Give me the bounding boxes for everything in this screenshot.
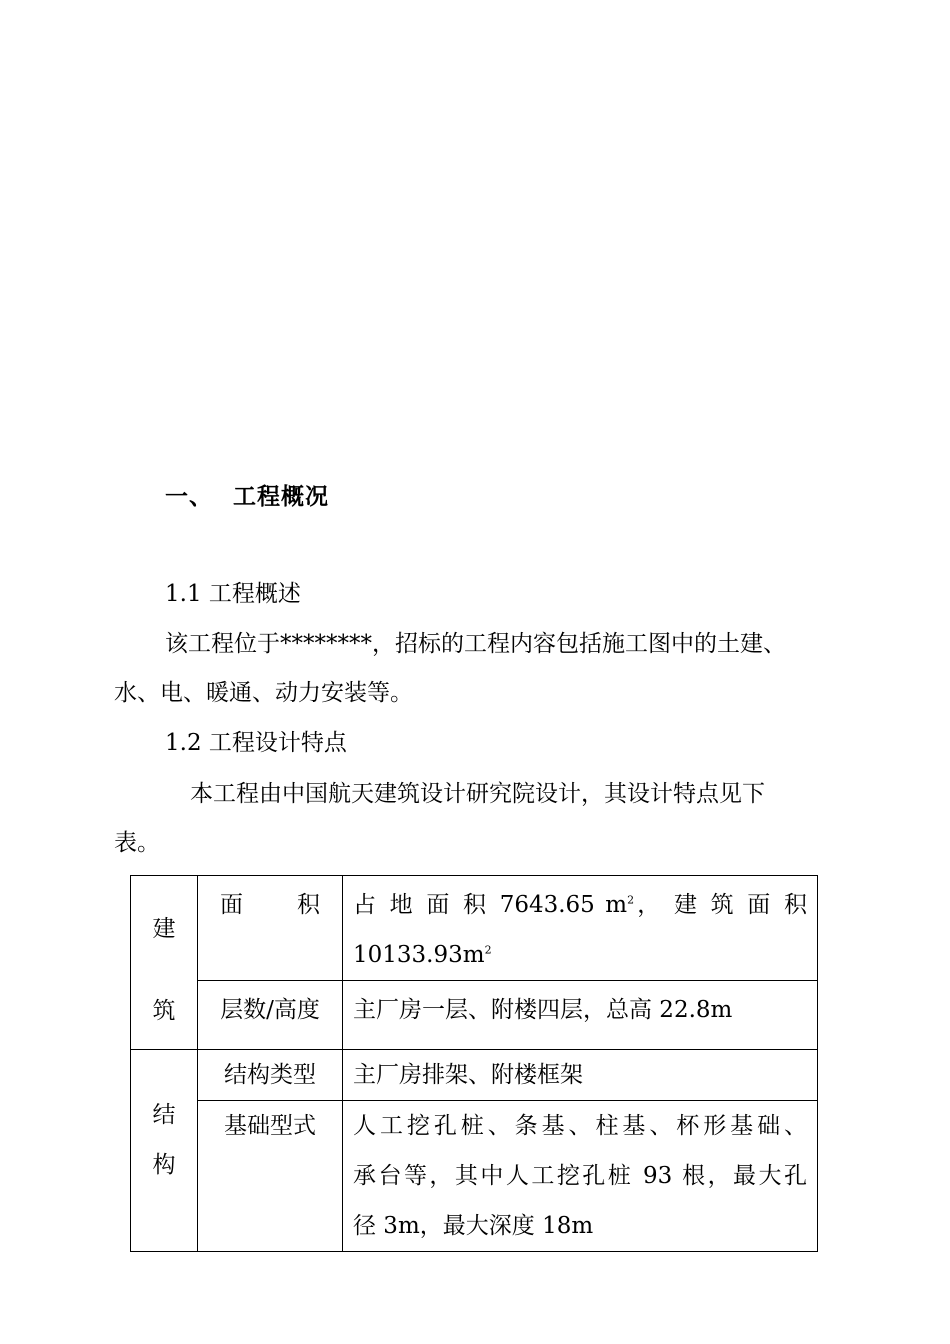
label-text: 结构类型 — [224, 1062, 316, 1088]
subsection-heading-1-1: 1.1 工程概述 — [165, 581, 301, 607]
land-area-text: 占 地 面 积 7643.65 m — [353, 892, 628, 918]
table-row — [131, 981, 818, 1050]
table-row — [131, 876, 818, 981]
paragraph-1-2-line-2: 表。 — [114, 830, 160, 856]
unit-superscript: 2 — [484, 943, 492, 957]
value-cell-structure-type — [343, 1050, 818, 1101]
value-text: 主厂房一层、附楼四层，总高 22.8m — [353, 997, 733, 1023]
table-row — [131, 1101, 818, 1252]
value-line: 人工挖孔桩、条基、柱基、杯形基础、 — [353, 1113, 807, 1139]
section-number: 一、 — [165, 484, 213, 510]
value-cell-area — [343, 876, 818, 981]
building-area-value: 10133.93m — [353, 942, 485, 968]
label-cell-foundation-type — [198, 1101, 343, 1252]
label-cell-structure-type — [198, 1050, 343, 1101]
label-text: 层数/高度 — [220, 997, 320, 1023]
value-text: 主厂房排架、附楼框架 — [353, 1062, 583, 1088]
subsection-heading-1-2: 1.2 工程设计特点 — [165, 730, 347, 756]
label-char: 面 — [220, 892, 243, 918]
label-char: 积 — [297, 892, 320, 918]
group-cell-architecture — [131, 876, 198, 1050]
table-row — [131, 1050, 818, 1101]
section-title: 工程概况 — [233, 484, 329, 510]
label-text: 基础型式 — [224, 1113, 316, 1139]
label-cell-floors-height — [198, 981, 343, 1050]
group-char: 结 — [152, 1102, 176, 1128]
value-line: 径 3m，最大深度 18m — [353, 1213, 594, 1239]
value-cell-floors-height — [343, 981, 818, 1050]
group-char: 构 — [152, 1152, 176, 1178]
area-line-2 — [353, 930, 807, 980]
group-char: 筑 — [152, 998, 176, 1024]
section-heading — [165, 478, 329, 511]
group-char: 建 — [152, 916, 176, 942]
paragraph-1-1-line-2: 水、电、暖通、动力安装等。 — [114, 680, 413, 706]
paragraph-1-2-line-1: 本工程由中国航天建筑设计研究院设计，其设计特点见下 — [190, 781, 765, 807]
group-cell-structure — [131, 1050, 198, 1252]
design-features-table — [130, 875, 818, 1252]
value-line: 承台等，其中人工挖孔桩 93 根，最大孔 — [353, 1163, 807, 1189]
paragraph-1-1-line-1: 该工程位于********，招标的工程内容包括施工图中的土建、 — [165, 631, 786, 657]
area-line-1 — [353, 880, 807, 930]
building-area-text: ， 建 筑 面 积 — [634, 892, 807, 918]
label-cell-area — [198, 876, 343, 981]
value-cell-foundation-type — [343, 1101, 818, 1252]
unit-superscript: 2 — [627, 893, 635, 907]
